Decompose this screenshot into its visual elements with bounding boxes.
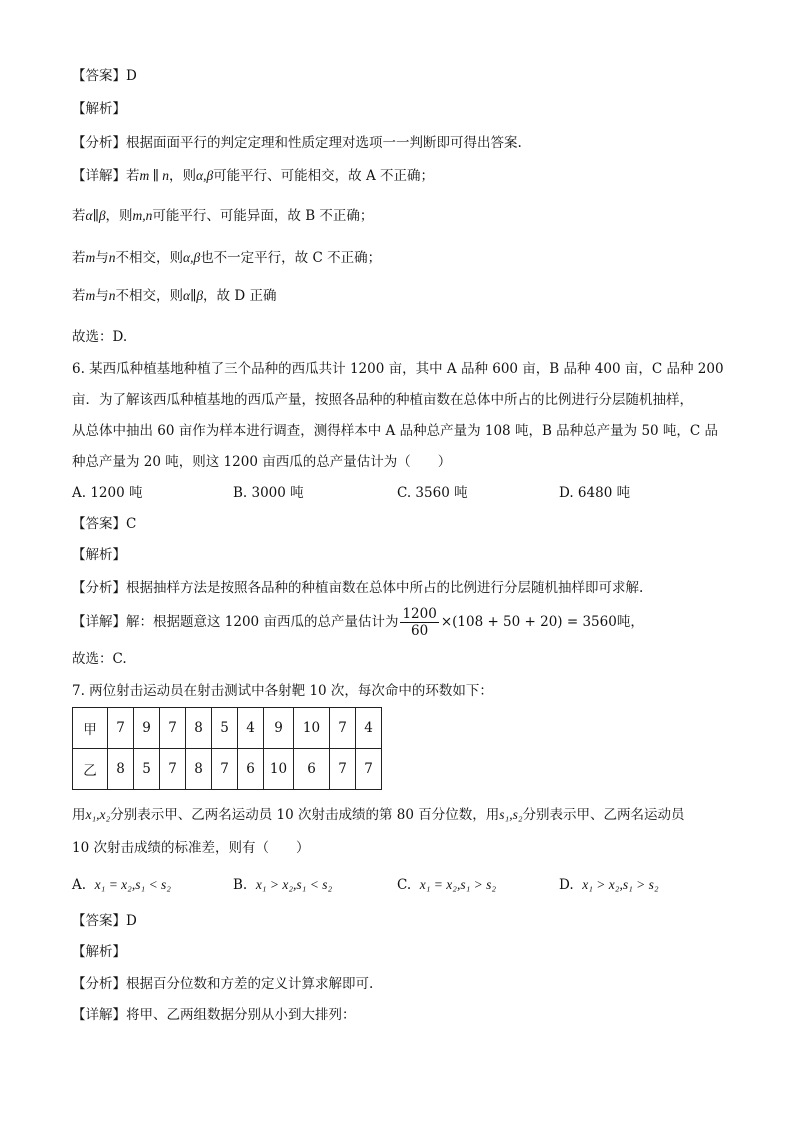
q6-detail: [72, 604, 644, 640]
q6-option-c: C. 3560 吨: [397, 485, 468, 501]
q5-text: 与: [95, 288, 109, 304]
table-cell: 4: [356, 708, 382, 749]
math-alpha-parallel-beta: α∥β: [183, 288, 204, 303]
q6-detail-prefix: 【详解】解：根据题意这 1200 亩西瓜的总产量估计为: [72, 614, 399, 630]
q5-detail-a: [72, 166, 434, 186]
q6-conclusion: 故选：C.: [72, 651, 127, 667]
option-expression: x₁ > x₂,s₁ < s₂: [255, 877, 333, 892]
q7-analysis-heading: 【解析】: [72, 944, 126, 960]
table-cell: 甲: [73, 708, 108, 749]
table-cell: 乙: [73, 749, 108, 790]
option-label: A.: [72, 877, 87, 893]
table-cell: 5: [212, 708, 238, 749]
scores-table: [72, 707, 382, 790]
math-m: m: [85, 288, 96, 303]
q7-line2: 10 次射击成绩的标准差，则有（ ）: [72, 840, 310, 856]
table-row: [73, 749, 382, 790]
q6-stem-line2: 亩．为了解该西瓜种植基地的西瓜产量，按照各品种的种植亩数在总体中所占的比例进行分层随机抽样，: [72, 392, 693, 408]
table-row: [73, 708, 382, 749]
q5-text: ，则: [105, 208, 133, 224]
q7-stem: 7. 两位射击运动员在射击测试中各射靶 10 次，每次命中的环数如下：: [72, 683, 493, 699]
q5-text: ，则: [169, 168, 196, 184]
option-expression: x₁ = x₂,s₁ < s₂: [94, 877, 171, 892]
math-alpha-parallel-beta: α∥β: [85, 208, 106, 223]
math-s1-s2: s₁,s₂: [499, 807, 523, 822]
math-alpha-beta: α,β: [183, 250, 201, 265]
q7-fenxi: 【分析】根据百分位数和方差的定义计算求解即可.: [72, 976, 374, 992]
q5-text: ，故 D 正确: [203, 288, 277, 304]
math-m-n: m,n: [132, 208, 153, 223]
q6-analysis-heading: 【解析】: [72, 547, 126, 563]
fraction-numerator: 1200: [402, 606, 437, 622]
math-n: n: [108, 250, 116, 265]
fraction: [400, 606, 438, 639]
math-n: n: [108, 288, 116, 303]
table-cell: 10: [294, 708, 330, 749]
table-cell: 7: [330, 749, 356, 790]
q7-text: 分别表示甲、乙两名运动员: [522, 807, 685, 823]
q5-text: 与: [95, 250, 109, 266]
table-cell: 9: [264, 708, 294, 749]
table-cell: 6: [238, 749, 264, 790]
q6-option-a: A. 1200 吨: [72, 485, 143, 501]
table-cell: 9: [134, 708, 160, 749]
table-cell: 7: [160, 749, 186, 790]
math-m-parallel-n: m ∥ n: [139, 168, 169, 183]
table-cell: 4: [238, 708, 264, 749]
table-cell: 8: [108, 749, 134, 790]
math-alpha-beta: α,β: [196, 168, 214, 183]
q5-text: 可能平行、可能异面，故 B 不正确；: [152, 208, 374, 224]
table-cell: 7: [330, 708, 356, 749]
table-cell: 7: [356, 749, 382, 790]
q5-text: 不相交，则: [115, 288, 183, 304]
q6-answer: 【答案】C: [72, 516, 137, 532]
q7-option-a: [72, 875, 171, 895]
table-cell: 10: [264, 749, 294, 790]
q5-detail-prefix: 【详解】若: [72, 168, 140, 184]
q6-detail-expression: ×(108 + 50 + 20) = 3560: [440, 614, 617, 630]
q5-text: 也不一定平行，故 C 不正确；: [200, 250, 382, 266]
q5-text: 可能平行、可能相交，故 A 不正确；: [213, 168, 435, 184]
q5-detail-c: [72, 248, 381, 268]
math-x1-x2: x₁,x₂: [85, 807, 111, 822]
q5-conclusion: 故选：D.: [72, 329, 128, 345]
q7-option-c: [397, 875, 496, 895]
table-cell: 7: [212, 749, 238, 790]
q5-text: 若: [72, 288, 86, 304]
table-cell: 8: [186, 749, 212, 790]
q6-option-b: B. 3000 吨: [233, 485, 304, 501]
option-label: C.: [397, 877, 412, 893]
q5-answer: 【答案】D: [72, 68, 137, 84]
table-cell: 6: [294, 749, 330, 790]
table-cell: 7: [160, 708, 186, 749]
q7-option-b: [233, 875, 332, 895]
q7-line1: [72, 805, 685, 825]
q6-detail-suffix: 吨，: [616, 614, 644, 630]
q6-stem-line3: 从总体中抽出 60 亩作为样本进行调查，测得样本中 A 品种总产量为 108 吨，B 品种总产量为 50 吨，C 品: [72, 423, 719, 439]
q6-fenxi: 【分析】根据抽样方法是按照各品种的种植亩数在总体中所占的比例进行分层随机抽样即可求解.: [72, 580, 644, 596]
fraction-denominator: 60: [411, 623, 429, 639]
q6-stem-line1: 6. 某西瓜种植基地种植了三个品种的西瓜共计 1200 亩，其中 A 品种 600 亩，B 品种 400 亩，C 品种 200: [72, 361, 724, 377]
q6-option-d: D. 6480 吨: [559, 485, 631, 501]
option-label: B.: [233, 877, 248, 893]
q5-text: 不相交，则: [115, 250, 183, 266]
q7-option-d: [559, 875, 659, 895]
q7-answer: 【答案】D: [72, 913, 137, 929]
q5-text: 若: [72, 208, 86, 224]
q5-fenxi: 【分析】根据面面平行的判定定理和性质定理对选项一一判断即可得出答案.: [72, 135, 522, 151]
option-expression: x₁ > x₂,s₁ > s₂: [582, 877, 659, 892]
table-cell: 5: [134, 749, 160, 790]
option-label: D.: [559, 877, 574, 893]
table-cell: 8: [186, 708, 212, 749]
q7-text: 用: [72, 807, 86, 823]
q5-text: 若: [72, 250, 86, 266]
table-cell: 7: [108, 708, 134, 749]
q5-detail-b: [72, 206, 373, 226]
q7-text: 分别表示甲、乙两名运动员 10 次射击成绩的第 80 百分位数，用: [110, 807, 500, 823]
math-m: m: [85, 250, 96, 265]
q5-detail-d: [72, 286, 276, 306]
q7-detail: 【详解】将甲、乙两组数据分别从小到大排列：: [72, 1007, 356, 1023]
option-expression: x₁ = x₂,s₁ > s₂: [419, 877, 497, 892]
q6-stem-line4: 种总产量为 20 吨，则这 1200 亩西瓜的总产量估计为（ ）: [72, 454, 452, 470]
q5-analysis-heading: 【解析】: [72, 101, 126, 117]
